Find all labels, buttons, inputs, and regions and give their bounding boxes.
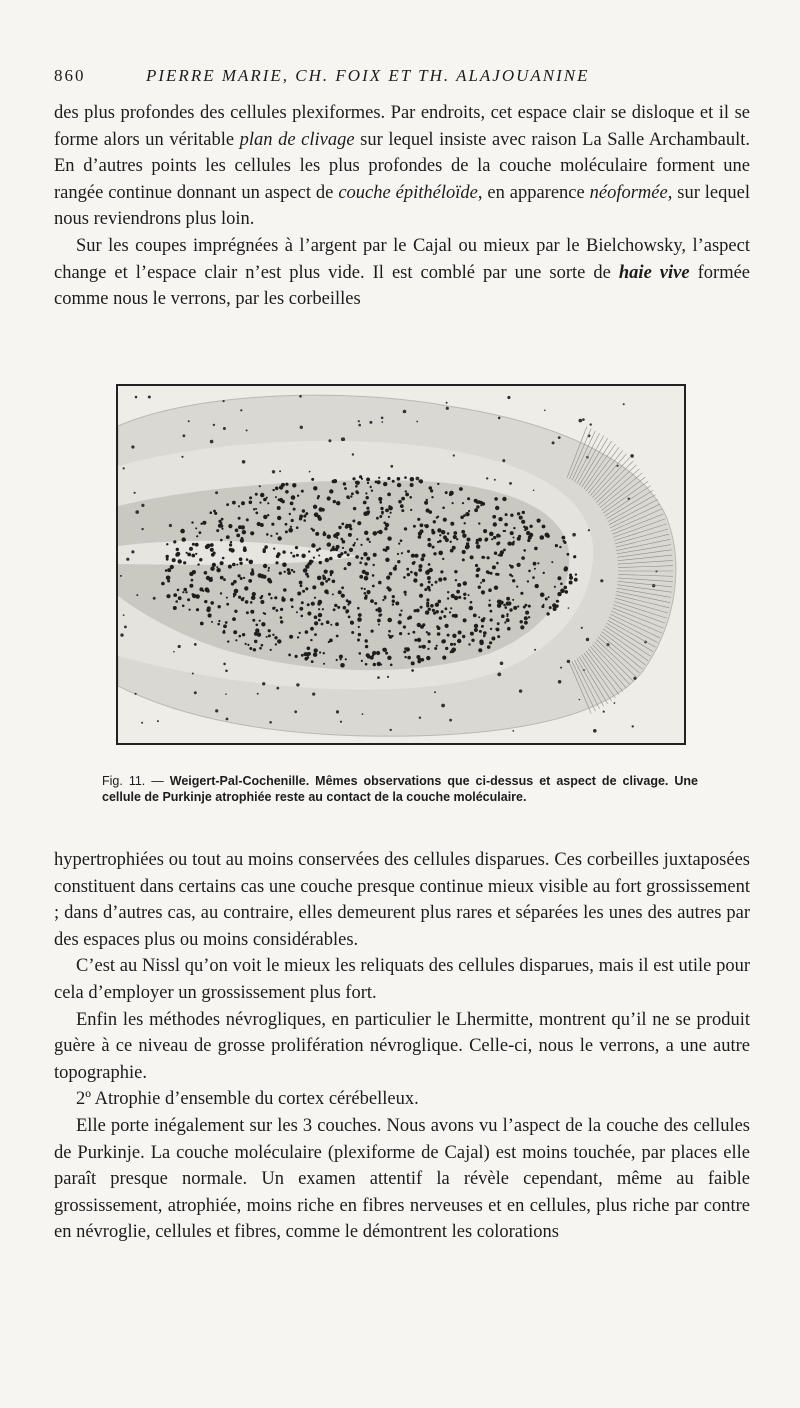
figure-label: Fig. 11. — — [102, 774, 170, 788]
bottom-text-block — [54, 847, 750, 1246]
italic-term: couche épithéloïde — [338, 182, 478, 203]
figure-caption — [102, 773, 698, 805]
paragraph: Elle porte inégalement sur les 3 couches. Nous avons vu l’aspect de la couche des cellules de Purkinje. La couche moléculaire (plexiforme de Cajal) est moins touchée, par places elle paraît presque normale. Un examen attentif la révèle cependant, même au faible grossissement, atrophiée, moins riche en fibres nerveuses et en cellules, plus riche par contre en névroglie, cellules et fibres, comme le démontrent les colorations — [54, 1115, 750, 1243]
paragraph: hypertrophiées ou tout au moins conservées des cellules disparues. Ces corbeilles juxtaposées constituent dans certains cas une couche presque continue mieux visible au fort grossissement ; dans d’autres cas, au contraire, elles demeurent plus rares et séparées les unes des autres par des espaces plus ou moins considérables. — [54, 850, 750, 950]
italic-term: néoformée — [589, 182, 668, 203]
italic-term: plan de clivage — [239, 129, 355, 150]
histology-figure — [116, 384, 686, 745]
running-title: PIERRE MARIE, CH. FOIX ET TH. ALAJOUANINE — [146, 66, 590, 85]
page-number: 860 — [54, 66, 86, 85]
section-heading: 2º Atrophie d’ensemble du cortex cérébelleux. — [76, 1089, 419, 1110]
paragraph: Sur les coupes imprégnées à l’argent par le Cajal ou mieux par le Bielchowsky, l’aspect change et l’espace clair n’est plus vide. Il est comblé par une sorte de haie vive formée comme nous le verrons, par les corbeilles — [54, 235, 751, 310]
running-header — [54, 66, 754, 90]
cerebellum-section-image — [118, 386, 684, 743]
paragraph: des plus profondes des cellules plexiformes. Par endroits, cet espace clair se disloque et il se forme alors un véritable plan de clivage sur lequel insiste avec raison La Salle Archambault. En d’autres points les cellules les plus profondes de la couche moléculaire forment une rangée continue donnant un aspect de couche épithéloïde, en apparence néoformée, sur lequel nous reviendrons plus loin. — [54, 103, 751, 230]
paragraph: C’est au Nissl qu’on voit le mieux les reliquats des cellules disparues, mais il est utile pour cela d’employer un grossissement plus fort. — [54, 956, 750, 1003]
paragraph: Enfin les méthodes névrogliques, en particulier le Lhermitte, montrent qu’il ne se produit guère à ce niveau de grosse prolifération névroglique. Celle-ci, nous le verrons, a une autre topographie. — [54, 1009, 750, 1083]
emphasized-term: haie vive — [618, 262, 690, 283]
caption-text: Weigert-Pal-Cochenille. Mêmes observations que ci-dessus et aspect de clivage. Une cellule de Purkinje atrophiée reste au contact de la couche moléculaire. — [102, 774, 698, 804]
top-text-block — [54, 100, 750, 313]
